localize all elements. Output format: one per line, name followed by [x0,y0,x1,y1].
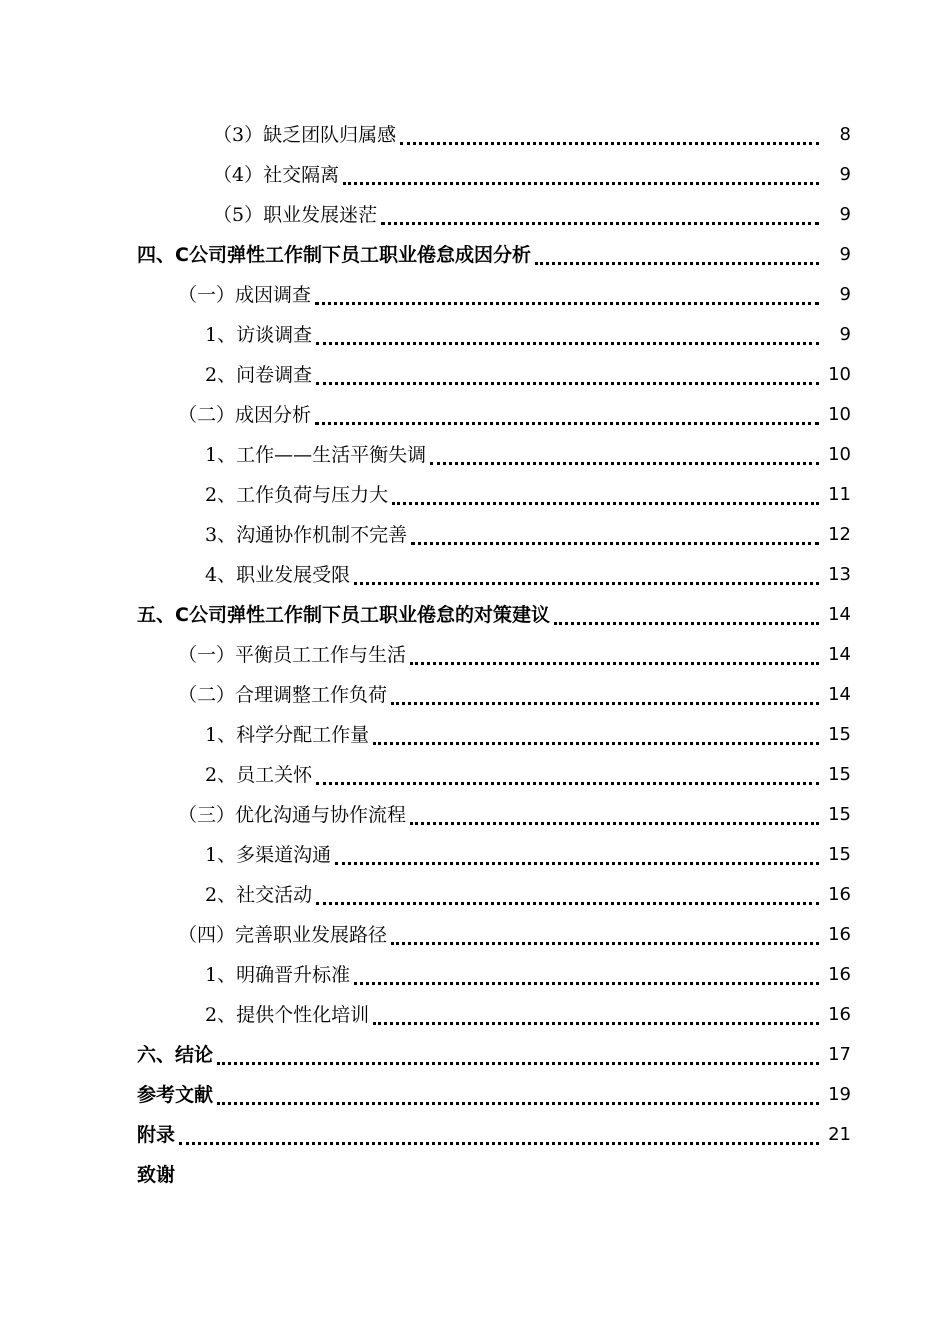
toc-entry-page-number: 15 [828,844,851,865]
toc-entry-title: 2、提供个性化培训 [205,1004,370,1026]
dot-leader [373,1021,819,1025]
toc-entry-title: 1、访谈调查 [205,324,313,346]
toc-entry[interactable] [0,635,950,675]
dot-leader [217,1061,819,1065]
dot-leader [217,1101,819,1105]
toc-entry[interactable] [0,955,950,995]
toc-entry-page-number: 15 [828,724,851,745]
toc-entry[interactable] [0,715,950,755]
dot-leader [391,701,819,705]
toc-entry-title: （三）优化沟通与协作流程 [178,804,407,826]
dot-leader [316,381,819,385]
dot-leader [381,221,819,225]
toc-entry-page-number: 19 [828,1084,851,1105]
dot-leader [316,901,819,905]
dot-leader [430,461,819,465]
toc-entry[interactable] [0,315,950,355]
dot-leader [410,821,819,825]
toc-entry-page-number: 10 [828,364,851,385]
toc-entry-title: 1、明确晋升标准 [205,964,351,986]
toc-entry-title: 2、工作负荷与压力大 [205,484,389,506]
toc-entry-title: 1、多渠道沟通 [205,844,332,866]
toc-entry-title: （一）成因调查 [178,284,312,306]
toc-entry[interactable] [0,835,950,875]
toc-entry-page-number: 15 [828,764,851,785]
toc-entry-title: 1、工作——生活平衡失调 [205,444,427,466]
toc-entry-page-number: 13 [828,564,851,585]
toc-entry-title: 六、结论 [137,1044,214,1066]
toc-entry-page-number: 17 [828,1044,851,1065]
toc-entry-title: （一）平衡员工工作与生活 [178,644,407,666]
toc-entry-title: 致谢 [137,1164,176,1186]
toc-entry-page-number: 10 [828,404,851,425]
toc-entry-title: 4、职业发展受限 [205,564,351,586]
toc-entry-title: （4）社交隔离 [213,164,340,186]
toc-entry-title: （5）职业发展迷茫 [213,204,378,226]
toc-entry-page-number: 10 [828,444,851,465]
toc-entry[interactable] [0,115,950,155]
toc-entry-title: （二）成因分析 [178,404,312,426]
toc-entry[interactable] [0,195,950,235]
toc-entry[interactable] [0,555,950,595]
dot-leader [535,261,819,265]
toc-entry-title: 2、社交活动 [205,884,313,906]
toc-entry[interactable] [0,1155,950,1195]
toc-entry-page-number: 16 [828,884,851,905]
dot-leader [554,621,819,625]
toc-entry-title: 四、C公司弹性工作制下员工职业倦怠成因分析 [137,244,531,266]
toc-entry-page-number: 9 [839,324,851,345]
toc-entry[interactable] [0,915,950,955]
toc-entry-page-number: 14 [828,604,851,625]
toc-entry[interactable] [0,355,950,395]
toc-entry[interactable] [0,515,950,555]
toc-entry-title: （四）完善职业发展路径 [178,924,388,946]
table-of-contents [0,115,950,1195]
toc-entry-page-number: 14 [828,644,851,665]
toc-entry-title: （3）缺乏团队归属感 [213,124,397,146]
dot-leader [316,341,819,345]
toc-entry[interactable] [0,875,950,915]
toc-entry-title: 2、员工关怀 [205,764,313,786]
dot-leader [179,1141,819,1145]
toc-entry[interactable] [0,155,950,195]
toc-entry-page-number: 11 [828,484,851,505]
toc-entry-title: 2、问卷调查 [205,364,313,386]
toc-entry-page-number: 16 [828,1004,851,1025]
dot-leader [335,861,819,865]
dot-leader [354,581,819,585]
toc-entry[interactable] [0,275,950,315]
toc-entry[interactable] [0,235,950,275]
toc-entry[interactable] [0,795,950,835]
dot-leader [373,741,819,745]
toc-entry-page-number: 9 [839,284,851,305]
toc-entry-page-number: 16 [828,964,851,985]
dot-leader [354,981,819,985]
toc-entry-title: （二）合理调整工作负荷 [178,684,388,706]
dot-leader [315,301,819,305]
dot-leader [391,941,819,945]
toc-entry[interactable] [0,1035,950,1075]
toc-entry[interactable] [0,755,950,795]
toc-entry-title: 附录 [137,1124,176,1146]
toc-entry-page-number: 12 [828,524,851,545]
toc-entry-page-number: 9 [839,204,851,225]
toc-entry[interactable] [0,435,950,475]
toc-entry[interactable] [0,1115,950,1155]
toc-entry-title: 参考文献 [137,1084,214,1106]
dot-leader [411,541,819,545]
toc-entry[interactable] [0,595,950,635]
toc-entry-title: 五、C公司弹性工作制下员工职业倦怠的对策建议 [137,604,550,626]
toc-entry-page-number: 9 [839,244,851,265]
dot-leader [400,141,819,145]
toc-entry[interactable] [0,395,950,435]
dot-leader [343,181,819,185]
toc-entry-title: 1、科学分配工作量 [205,724,370,746]
toc-entry-title: 3、沟通协作机制不完善 [205,524,408,546]
toc-entry-page-number: 8 [839,124,851,145]
toc-entry[interactable] [0,1075,950,1115]
toc-entry-page-number: 16 [828,924,851,945]
toc-entry[interactable] [0,995,950,1035]
toc-entry-page-number: 14 [828,684,851,705]
dot-leader [410,661,819,665]
dot-leader [315,421,819,425]
toc-entry-page-number: 9 [839,164,851,185]
toc-entry-page-number: 21 [828,1124,851,1145]
toc-entry[interactable] [0,675,950,715]
toc-entry[interactable] [0,475,950,515]
dot-leader [392,501,819,505]
toc-entry-page-number: 15 [828,804,851,825]
dot-leader [316,781,819,785]
